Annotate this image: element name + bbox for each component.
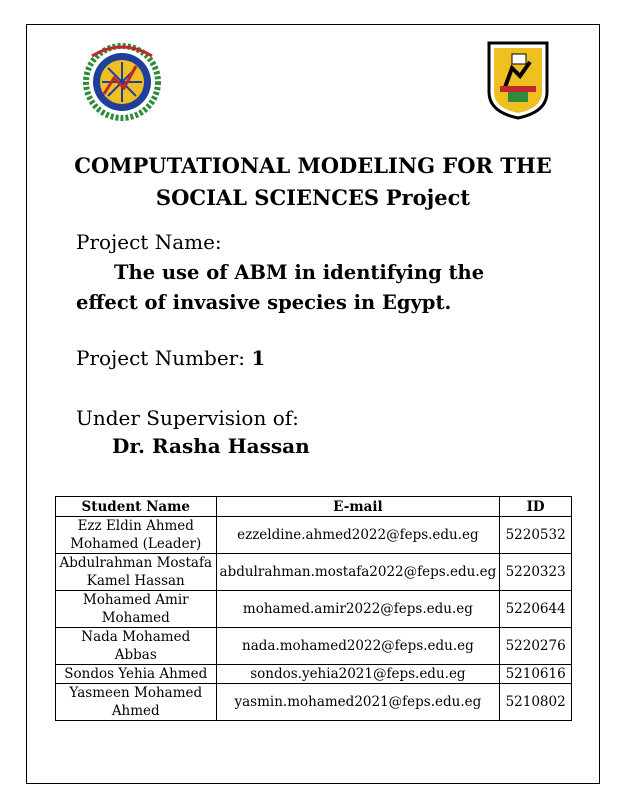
student-name: Nada Mohamed Abbas (56, 628, 217, 665)
university-crest-icon (486, 40, 550, 120)
table-row (56, 684, 572, 721)
student-email: abdulrahman.mostafa2022@feps.edu.eg (216, 554, 500, 591)
supervisor-name: Dr. Rasha Hassan (112, 434, 310, 458)
student-name: Ezz Eldin Ahmed Mohamed (Leader) (56, 517, 217, 554)
student-id: 5220276 (500, 628, 572, 665)
table-row (56, 665, 572, 684)
project-number (76, 346, 265, 370)
project-number-label: Project Number: (76, 346, 245, 370)
student-name: Abdulrahman Mostafa Kamel Hassan (56, 554, 217, 591)
student-id: 5210616 (500, 665, 572, 684)
table-header-row (56, 497, 572, 517)
table-row (56, 628, 572, 665)
student-id: 5210802 (500, 684, 572, 721)
faculty-logo-icon (80, 38, 164, 122)
student-email: yasmin.mohamed2021@feps.edu.eg (216, 684, 500, 721)
header-student-name: Student Name (56, 497, 217, 517)
project-name-label: Project Name: (76, 230, 222, 254)
header-email: E-mail (216, 497, 500, 517)
header-id: ID (500, 497, 572, 517)
students-table (55, 496, 572, 721)
student-email: nada.mohamed2022@feps.edu.eg (216, 628, 500, 665)
table-row (56, 517, 572, 554)
student-id: 5220644 (500, 591, 572, 628)
table-row (56, 554, 572, 591)
student-id: 5220532 (500, 517, 572, 554)
student-name: Yasmeen Mohamed Ahmed (56, 684, 217, 721)
document-title: COMPUTATIONAL MODELING FOR THE SOCIAL SCIENCES Project (74, 153, 552, 210)
project-number-value: 1 (251, 346, 266, 370)
student-name: Sondos Yehia Ahmed (56, 665, 217, 684)
student-name: Mohamed Amir Mohamed (56, 591, 217, 628)
project-name-value: The use of ABM in identifying the effect of invasive species in Egypt. (76, 261, 485, 314)
student-id: 5220323 (500, 554, 572, 591)
table-row (56, 591, 572, 628)
student-email: mohamed.amir2022@feps.edu.eg (216, 591, 500, 628)
student-email: sondos.yehia2021@feps.edu.eg (216, 665, 500, 684)
student-email: ezzeldine.ahmed2022@feps.edu.eg (216, 517, 500, 554)
supervision-label: Under Supervision of: (76, 406, 299, 430)
